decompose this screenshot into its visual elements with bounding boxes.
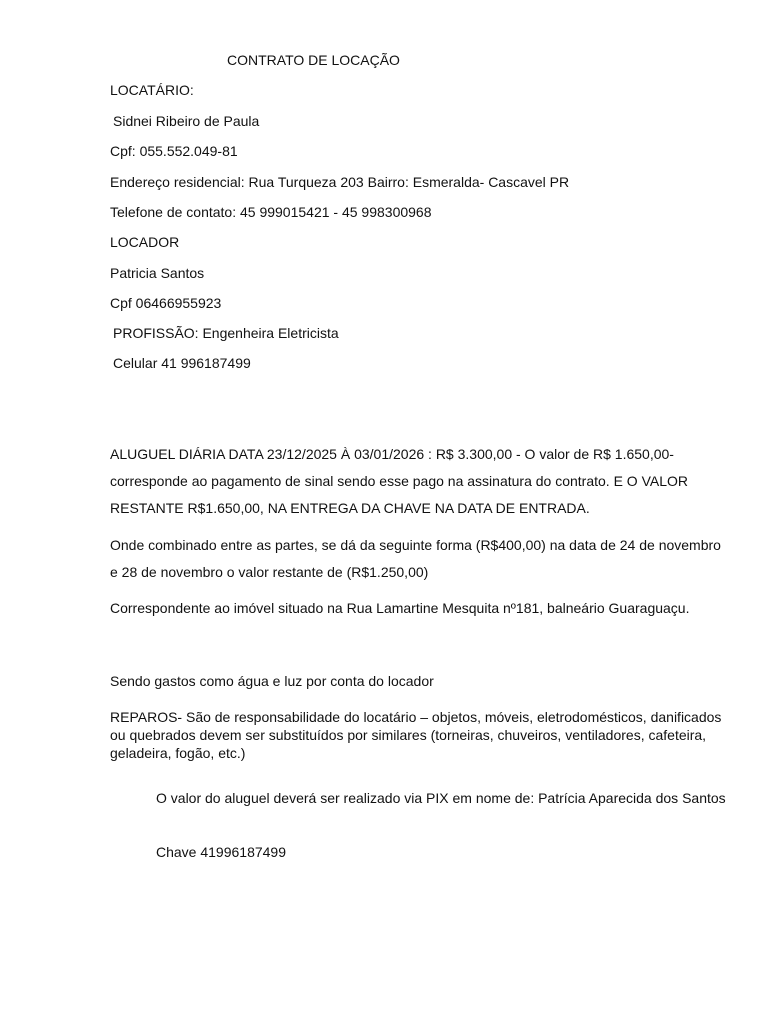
repairs-clause: REPAROS- São de responsabilidade do locatário – objetos, móveis, eletrodomésticos, danificados ou quebrados devem ser substituídos por similares (torneiras, chuveiros, ventiladores, cafeteira, geladeira, fogão, etc.) [110,709,722,761]
tenant-phone: Telefone de contato: 45 999015421 - 45 998300968 [110,204,432,220]
landlord-name: Patricia Santos [110,265,205,281]
landlord-profession: PROFISSÃO: Engenheira Eletricista [113,325,339,341]
agreement-clause: Onde combinado entre as partes, se dá da seguinte forma (R$400,00) na data de 24 de novembro e 28 de novembro o valor restante de (R$1.250,00) [110,537,721,580]
property-clause: Correspondente ao imóvel situado na Rua Lamartine Mesquita nº181, balneário Guaraguaçu. [110,600,690,616]
rent-clause: ALUGUEL DIÁRIA DATA 23/12/2025 À 03/01/2026 : R$ 3.300,00 - O valor de R$ 1.650,00- corresponde ao pagamento de sinal sendo esse pago na assinatura do contrato. E O VALOR RESTANTE R$1.650,00, NA ENTREGA DA CHAVE NA DATA DE ENTRADA. [110,446,688,516]
tenant-name: Sidnei Ribeiro de Paula [113,113,260,129]
landlord-mobile: Celular 41 996187499 [113,355,251,371]
payment-clause: O valor do aluguel deverá ser realizado via PIX em nome de: Patrícia Aparecida dos Santos [156,790,726,806]
tenant-address: Endereço residencial: Rua Turqueza 203 Bairro: Esmeralda- Cascavel PR [110,174,570,190]
pix-key: Chave 41996187499 [156,844,287,860]
landlord-heading: LOCADOR [110,234,180,250]
tenant-heading: LOCATÁRIO: [110,82,194,98]
tenant-cpf: Cpf: 055.552.049-81 [110,143,238,159]
document-title: CONTRATO DE LOCAÇÃO [227,52,400,68]
expenses-clause: Sendo gastos como água e luz por conta do locador [110,673,434,689]
landlord-cpf: Cpf 06466955923 [110,295,222,311]
